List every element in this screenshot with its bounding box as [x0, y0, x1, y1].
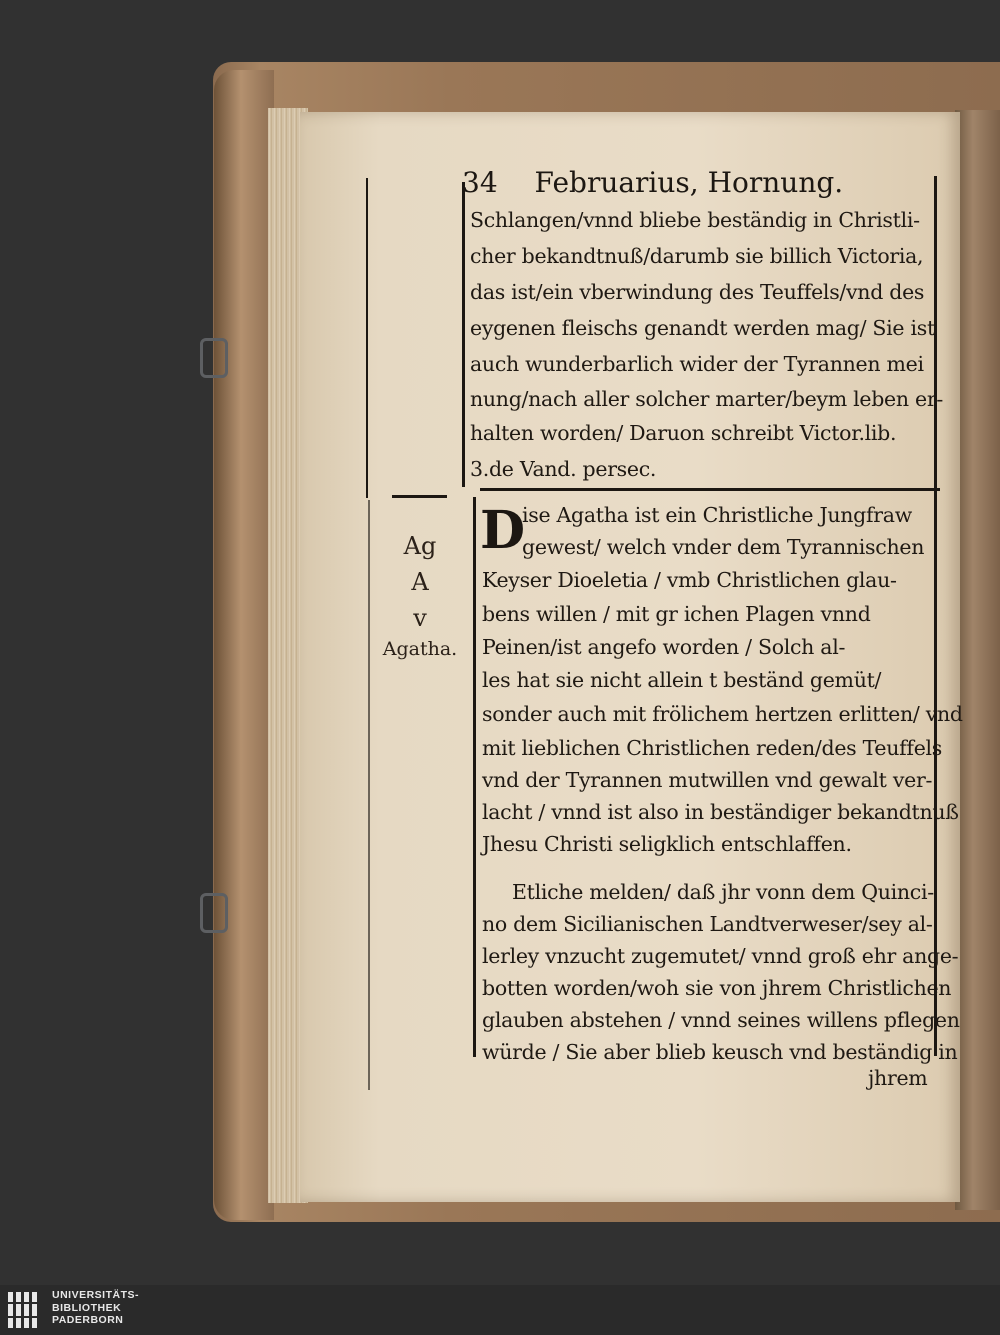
section-divider — [480, 488, 940, 491]
text-line: vnd der Tyrannen mutwillen vnd gewalt ver- — [482, 768, 933, 792]
text-line: sonder auch mit frölichem hertzen erlitten/ vnd — [482, 702, 963, 726]
margin-note: v — [413, 604, 427, 632]
text-column-rule — [462, 182, 465, 487]
text-line: gewest/ welch vnder dem Tyrannischen — [522, 535, 925, 559]
text-line: das ist/ein vberwindung des Teuffels/vnd des — [470, 280, 925, 304]
text-column-rule-lower — [473, 497, 476, 1057]
book-spine — [214, 70, 274, 1220]
right-column-rule — [934, 176, 937, 1056]
text-line: les hat sie nicht allein t beständ gemüt/ — [482, 668, 882, 692]
margin-note: A — [411, 568, 429, 596]
text-line: botten worden/woh sie von jhrem Christlichen — [482, 976, 952, 1000]
text-line: halten worden/ Daruon schreibt Victor.lib. — [470, 421, 897, 445]
margin-note: Ag — [403, 532, 437, 560]
text-line: Jhesu Christi seligklich entschlaffen. — [482, 832, 852, 856]
library-logo-icon — [6, 1290, 44, 1330]
text-line: bens willen / mit gr ichen Plagen vnnd — [482, 602, 871, 626]
text-line: auch wunderbarlich wider der Tyrannen mei — [470, 352, 924, 376]
logo-line: PADERBORN — [52, 1314, 124, 1326]
text-line: lacht / vnnd ist also in beständiger bekandtnuß — [482, 800, 959, 824]
text-line: mit lieblichen Christlichen reden/des Teuffels — [482, 736, 943, 760]
text-line: glauben abstehen / vnnd seines willens pflegen — [482, 1008, 960, 1032]
text-line: Peinen/ist angefo worden / Solch al- — [482, 635, 846, 659]
logo-line: UNIVERSITÄTS- — [52, 1289, 140, 1301]
text-line: Schlangen/vnnd bliebe beständig in Christli- — [470, 208, 920, 232]
margin-note: Agatha. — [382, 638, 458, 660]
page-number: 34 — [462, 166, 498, 199]
text-line: eygenen fleischs genandt werden mag/ Sie ist — [470, 316, 935, 340]
drop-cap: D — [480, 500, 526, 561]
margin-divider — [392, 495, 447, 498]
facing-page-edge — [955, 110, 1000, 1210]
clasp-bottom-icon — [200, 893, 228, 933]
text-line: jhrem — [868, 1066, 928, 1090]
text-line: nung/nach aller solcher marter/beym leben er- — [470, 387, 943, 411]
text-line: Etliche melden/ daß jhr vonn dem Quinci- — [512, 880, 934, 904]
page-title: Februarius, Hornung. — [534, 166, 844, 199]
left-frame-rule-top — [366, 178, 368, 498]
text-line: würde / Sie aber blieb keusch vnd beständig in — [482, 1040, 958, 1064]
text-line: ise Agatha ist ein Christliche Jungfraw — [522, 503, 912, 527]
text-line: cher bekandtnuß/darumb sie billich Victoria, — [470, 244, 924, 268]
library-logo-text — [52, 1289, 139, 1327]
text-line: 3.de Vand. persec. — [470, 457, 657, 481]
clasp-top-icon — [200, 338, 228, 378]
text-line: lerley vnzucht zugemutet/ vnnd groß ehr ange- — [482, 944, 959, 968]
running-header — [462, 166, 862, 199]
left-frame-rule-bottom — [368, 500, 370, 1090]
text-line: Keyser Dioeletia / vmb Christlichen glau- — [482, 568, 897, 592]
text-line: no dem Sicilianischen Landtverweser/sey al- — [482, 912, 933, 936]
footer-bar — [0, 1285, 1000, 1335]
logo-line: BIBLIOTHEK — [52, 1301, 122, 1314]
